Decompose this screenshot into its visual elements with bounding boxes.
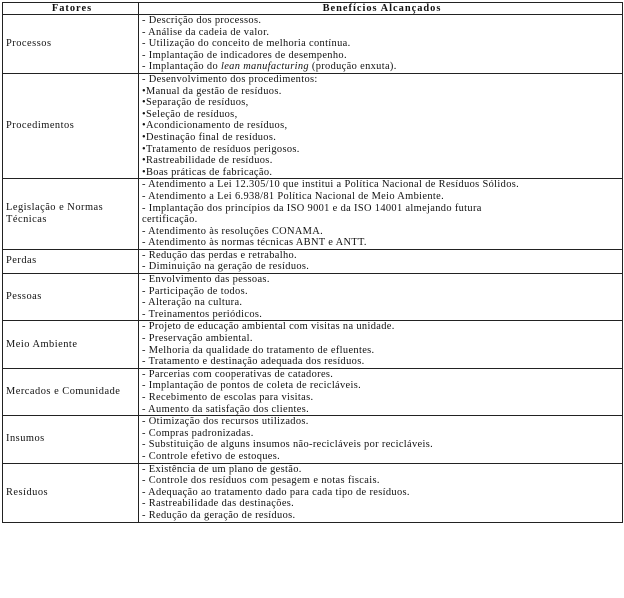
- benefit-item: - Análise da cadeia de valor.: [142, 26, 270, 38]
- benefit-item: - Desenvolvimento dos procedimentos:: [142, 73, 318, 85]
- benefit-item: - Tratamento e destinação adequada dos resíduos.: [142, 356, 365, 368]
- benefit-item: •Rastreabilidade de resíduos.: [142, 155, 273, 167]
- factor-cell: Mercados e Comunidade: [3, 368, 139, 415]
- benefit-item: •Tratamento de resíduos perigosos.: [142, 143, 300, 155]
- benefit-item: - Substituição de alguns insumos não-recicláveis por recicláveis.: [142, 439, 434, 451]
- table-row: [3, 416, 623, 463]
- benefit-item: •Boas práticas de fabricação.: [142, 166, 273, 178]
- benefits-cell: [139, 368, 623, 415]
- factor-cell: Processos: [3, 15, 139, 74]
- benefit-item: - Compras padronizadas.: [142, 427, 254, 439]
- benefit-item: - Envolvimento das pessoas.: [142, 274, 270, 286]
- benefit-prefix: - Implantação do: [142, 61, 221, 73]
- factor-cell: Meio Ambiente: [3, 321, 139, 368]
- benefit-item: - Implantação de indicadores de desempenho.: [142, 49, 347, 61]
- benefit-item: - Treinamentos periódicos.: [142, 308, 263, 320]
- benefit-item: •Separação de resíduos,: [142, 97, 249, 109]
- header-factors: Fatores: [3, 3, 139, 15]
- benefit-item: - Descrição dos processos.: [142, 15, 262, 26]
- benefit-item: - Controle efetivo de estoques.: [142, 450, 281, 462]
- benefit-item: - Controle dos resíduos com pesagem e notas fiscais.: [142, 475, 380, 487]
- factor-cell: Procedimentos: [3, 73, 139, 178]
- benefit-item: - Utilização do conceito de melhoria contínua.: [142, 38, 351, 50]
- benefit-item: - Implantação dos princípios da ISO 9001 e da ISO 14001 almejando futura: [142, 202, 482, 214]
- benefit-item: - Diminuição na geração de resíduos.: [142, 261, 310, 273]
- factor-cell: Resíduos: [3, 463, 139, 522]
- benefit-item: - Otimização dos recursos utilizados.: [142, 416, 309, 428]
- table-row: [3, 249, 623, 273]
- table-row: [3, 321, 623, 368]
- benefit-item: - Rastreabilidade das destinações.: [142, 498, 295, 510]
- table-row: [3, 368, 623, 415]
- benefits-cell: [139, 463, 623, 522]
- benefit-item: - Preservação ambiental.: [142, 333, 253, 345]
- benefits-cell: [139, 416, 623, 463]
- benefit-item: •Acondicionamento de resíduos,: [142, 120, 288, 132]
- benefit-item: - Parcerias com cooperativas de catadores.: [142, 368, 334, 380]
- benefits-cell: [139, 73, 623, 178]
- factor-cell: Insumos: [3, 416, 139, 463]
- table-row: [3, 463, 623, 522]
- benefit-item: - Melhoria da qualidade do tratamento de efluentes.: [142, 344, 375, 356]
- benefit-item: - Atendimento às normas técnicas ABNT e ANTT.: [142, 237, 367, 249]
- benefit-item: - Atendimento a Lei 6.938/81 Política Nacional de Meio Ambiente.: [142, 190, 445, 202]
- benefit-item: •Seleção de resíduos,: [142, 108, 238, 120]
- table-row: [3, 179, 623, 250]
- benefit-item: - Atendimento a Lei 12.305/10 que institui a Política Nacional de Resíduos Sólidos.: [142, 179, 520, 191]
- benefits-cell: [139, 274, 623, 321]
- table-row: [3, 15, 623, 74]
- benefit-item: - Projeto de educação ambiental com visitas na unidade.: [142, 321, 395, 333]
- benefits-cell: [139, 321, 623, 368]
- benefit-item-continuation: certificação.: [142, 214, 198, 226]
- benefits-cell: [139, 249, 623, 273]
- benefit-item: - Recebimento de escolas para visitas.: [142, 392, 314, 403]
- benefit-suffix: (produção enxuta).: [308, 61, 397, 73]
- factor-cell: Pessoas: [3, 274, 139, 321]
- table-row: [3, 274, 623, 321]
- benefits-cell: [139, 179, 623, 250]
- benefit-italic-term: lean manufacturing: [220, 61, 309, 73]
- header-benefits: Benefícios Alcançados: [139, 3, 623, 15]
- benefits-cell: [139, 15, 623, 74]
- benefit-item: - Adequação ao tratamento dado para cada tipo de resíduos.: [142, 486, 410, 498]
- header-row: [3, 3, 623, 15]
- benefit-item: - Aumento da satisfação dos clientes.: [142, 403, 310, 415]
- benefit-item: - Redução da geração de resíduos.: [142, 509, 296, 521]
- benefit-item: - Alteração na cultura.: [142, 297, 243, 309]
- benefit-item: •Destinação final de resíduos.: [142, 131, 277, 143]
- benefit-item: - Implantação de pontos de coleta de recicláveis.: [142, 380, 362, 392]
- benefit-item: - Atendimento às resoluções CONAMA.: [142, 225, 324, 237]
- table-row: [3, 73, 623, 178]
- benefit-item: [142, 61, 622, 73]
- benefit-item: - Existência de um plano de gestão.: [142, 463, 302, 475]
- factors-benefits-table: [2, 2, 623, 523]
- benefit-item: •Manual da gestão de resíduos.: [142, 85, 282, 97]
- factor-cell: Legislação e Normas Técnicas: [3, 179, 139, 250]
- benefit-item: - Redução das perdas e retrabalho.: [142, 249, 297, 261]
- factor-cell: Perdas: [3, 249, 139, 273]
- benefit-item: - Participação de todos.: [142, 285, 248, 297]
